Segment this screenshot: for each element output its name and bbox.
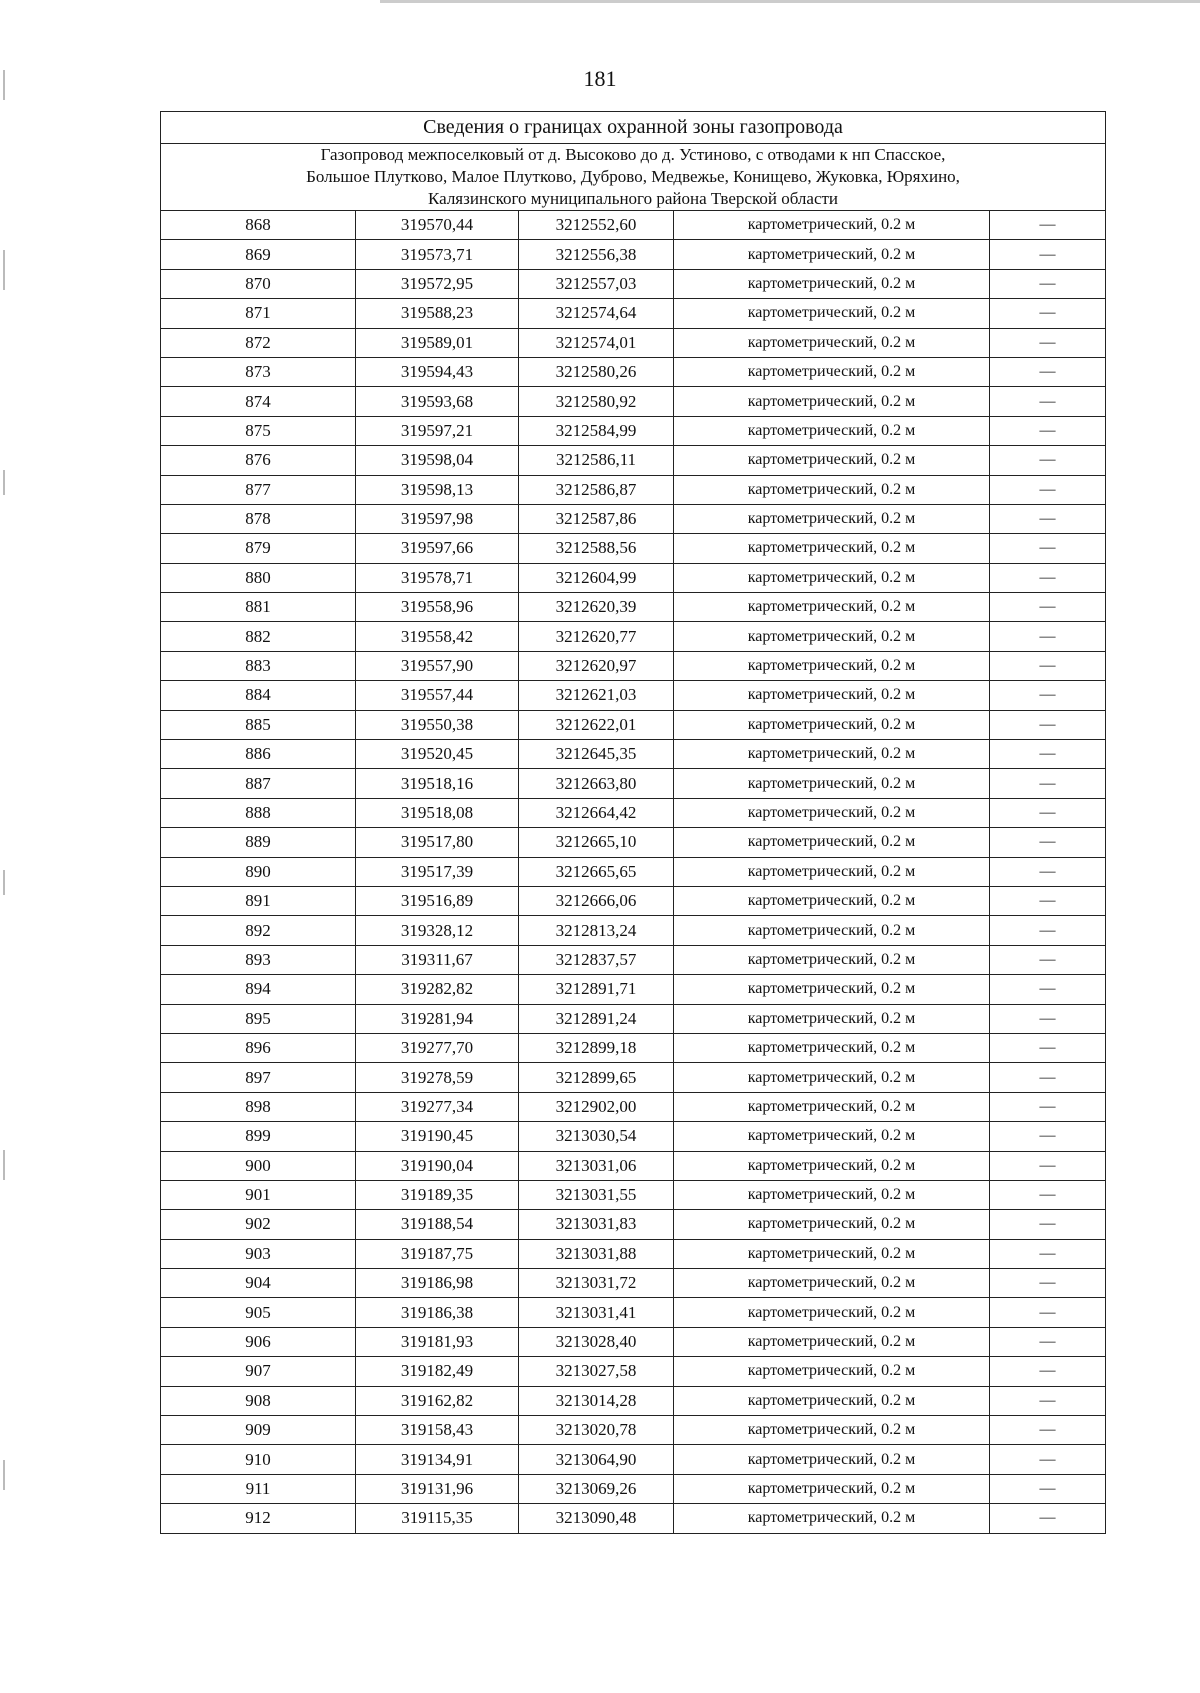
point-number: 871 (161, 299, 356, 328)
note: — (990, 593, 1106, 622)
point-number: 890 (161, 857, 356, 886)
table-row (161, 475, 1106, 504)
x-coordinate: 319190,45 (356, 1122, 519, 1151)
point-number: 893 (161, 945, 356, 974)
note: — (990, 504, 1106, 533)
table-row (161, 828, 1106, 857)
point-number: 896 (161, 1033, 356, 1062)
point-number: 880 (161, 563, 356, 592)
x-coordinate: 319281,94 (356, 1004, 519, 1033)
table-row (161, 446, 1106, 475)
y-coordinate: 3213030,54 (519, 1122, 674, 1151)
x-coordinate: 319594,43 (356, 357, 519, 386)
point-number: 878 (161, 504, 356, 533)
method-accuracy: картометрический, 0.2 м (674, 916, 990, 945)
table-subtitle-row (161, 144, 1106, 211)
y-coordinate: 3212902,00 (519, 1092, 674, 1121)
x-coordinate: 319277,70 (356, 1033, 519, 1062)
y-coordinate: 3212620,97 (519, 651, 674, 680)
subtitle-line: Газопровод межпоселковый от д. Высоково до д. Устиново, с отводами к нп Спасское, (320, 145, 946, 164)
method-accuracy: картометрический, 0.2 м (674, 328, 990, 357)
y-coordinate: 3213069,26 (519, 1474, 674, 1503)
table-row (161, 593, 1106, 622)
y-coordinate: 3212556,38 (519, 240, 674, 269)
point-number: 873 (161, 357, 356, 386)
scan-mark (3, 870, 5, 895)
method-accuracy: картометрический, 0.2 м (674, 1416, 990, 1445)
method-accuracy: картометрический, 0.2 м (674, 299, 990, 328)
note: — (990, 387, 1106, 416)
y-coordinate: 3212584,99 (519, 416, 674, 445)
y-coordinate: 3212588,56 (519, 534, 674, 563)
method-accuracy: картометрический, 0.2 м (674, 1210, 990, 1239)
note: — (990, 1504, 1106, 1533)
point-number: 875 (161, 416, 356, 445)
y-coordinate: 3213031,06 (519, 1151, 674, 1180)
point-number: 872 (161, 328, 356, 357)
point-number: 887 (161, 769, 356, 798)
note: — (990, 299, 1106, 328)
x-coordinate: 319550,38 (356, 710, 519, 739)
y-coordinate: 3212663,80 (519, 769, 674, 798)
x-coordinate: 319593,68 (356, 387, 519, 416)
method-accuracy: картометрический, 0.2 м (674, 1504, 990, 1533)
note: — (990, 975, 1106, 1004)
table-row (161, 1151, 1106, 1180)
table-row (161, 328, 1106, 357)
method-accuracy: картометрический, 0.2 м (674, 1474, 990, 1503)
point-number: 886 (161, 740, 356, 769)
point-number: 877 (161, 475, 356, 504)
note: — (990, 1033, 1106, 1062)
y-coordinate: 3212664,42 (519, 798, 674, 827)
table-row (161, 1416, 1106, 1445)
point-number: 891 (161, 886, 356, 915)
note: — (990, 1474, 1106, 1503)
x-coordinate: 319516,89 (356, 886, 519, 915)
x-coordinate: 319558,96 (356, 593, 519, 622)
x-coordinate: 319598,13 (356, 475, 519, 504)
x-coordinate: 319278,59 (356, 1063, 519, 1092)
method-accuracy: картометрический, 0.2 м (674, 1239, 990, 1268)
note: — (990, 740, 1106, 769)
method-accuracy: картометрический, 0.2 м (674, 563, 990, 592)
point-number: 903 (161, 1239, 356, 1268)
table-subtitle (161, 144, 1106, 211)
method-accuracy: картометрический, 0.2 м (674, 828, 990, 857)
method-accuracy: картометрический, 0.2 м (674, 1298, 990, 1327)
note: — (990, 886, 1106, 915)
method-accuracy: картометрический, 0.2 м (674, 1269, 990, 1298)
x-coordinate: 319182,49 (356, 1357, 519, 1386)
x-coordinate: 319570,44 (356, 211, 519, 240)
table-row (161, 1357, 1106, 1386)
y-coordinate: 3212899,18 (519, 1033, 674, 1062)
method-accuracy: картометрический, 0.2 м (674, 534, 990, 563)
y-coordinate: 3212813,24 (519, 916, 674, 945)
x-coordinate: 319186,38 (356, 1298, 519, 1327)
note: — (990, 416, 1106, 445)
table-row (161, 1327, 1106, 1356)
point-number: 882 (161, 622, 356, 651)
note: — (990, 916, 1106, 945)
point-number: 876 (161, 446, 356, 475)
scan-mark (3, 470, 5, 495)
note: — (990, 681, 1106, 710)
x-coordinate: 319181,93 (356, 1327, 519, 1356)
note: — (990, 1210, 1106, 1239)
x-coordinate: 319134,91 (356, 1445, 519, 1474)
point-number: 898 (161, 1092, 356, 1121)
method-accuracy: картометрический, 0.2 м (674, 593, 990, 622)
method-accuracy: картометрический, 0.2 м (674, 1445, 990, 1474)
point-number: 881 (161, 593, 356, 622)
note: — (990, 1298, 1106, 1327)
table-row (161, 740, 1106, 769)
x-coordinate: 319115,35 (356, 1504, 519, 1533)
method-accuracy: картометрический, 0.2 м (674, 446, 990, 475)
table-row (161, 357, 1106, 386)
note: — (990, 328, 1106, 357)
x-coordinate: 319588,23 (356, 299, 519, 328)
y-coordinate: 3212621,03 (519, 681, 674, 710)
y-coordinate: 3213031,83 (519, 1210, 674, 1239)
x-coordinate: 319189,35 (356, 1180, 519, 1209)
note: — (990, 446, 1106, 475)
note: — (990, 1180, 1106, 1209)
y-coordinate: 3212665,65 (519, 857, 674, 886)
note: — (990, 1445, 1106, 1474)
table-row (161, 1474, 1106, 1503)
method-accuracy: картометрический, 0.2 м (674, 1357, 990, 1386)
note: — (990, 1416, 1106, 1445)
table-row (161, 1239, 1106, 1268)
method-accuracy: картометрический, 0.2 м (674, 1033, 990, 1062)
table-row (161, 798, 1106, 827)
note: — (990, 945, 1106, 974)
method-accuracy: картометрический, 0.2 м (674, 1151, 990, 1180)
x-coordinate: 319328,12 (356, 916, 519, 945)
scan-mark (3, 1150, 5, 1180)
x-coordinate: 319162,82 (356, 1386, 519, 1415)
table-row (161, 1033, 1106, 1062)
point-number: 912 (161, 1504, 356, 1533)
scan-mark (3, 250, 5, 290)
y-coordinate: 3212837,57 (519, 945, 674, 974)
x-coordinate: 319190,04 (356, 1151, 519, 1180)
note: — (990, 1239, 1106, 1268)
y-coordinate: 3213064,90 (519, 1445, 674, 1474)
point-number: 883 (161, 651, 356, 680)
point-number: 899 (161, 1122, 356, 1151)
x-coordinate: 319517,39 (356, 857, 519, 886)
note: — (990, 475, 1106, 504)
point-number: 900 (161, 1151, 356, 1180)
table-row (161, 269, 1106, 298)
table-title: Сведения о границах охранной зоны газопровода (161, 112, 1106, 144)
y-coordinate: 3212891,24 (519, 1004, 674, 1033)
note: — (990, 1357, 1106, 1386)
y-coordinate: 3212666,06 (519, 886, 674, 915)
y-coordinate: 3212587,86 (519, 504, 674, 533)
point-number: 910 (161, 1445, 356, 1474)
table-row (161, 1063, 1106, 1092)
table-row (161, 945, 1106, 974)
x-coordinate: 319578,71 (356, 563, 519, 592)
note: — (990, 1122, 1106, 1151)
table-row (161, 710, 1106, 739)
note: — (990, 240, 1106, 269)
table-row (161, 622, 1106, 651)
point-number: 879 (161, 534, 356, 563)
point-number: 874 (161, 387, 356, 416)
y-coordinate: 3212552,60 (519, 211, 674, 240)
note: — (990, 1151, 1106, 1180)
y-coordinate: 3213027,58 (519, 1357, 674, 1386)
note: — (990, 1327, 1106, 1356)
y-coordinate: 3213031,55 (519, 1180, 674, 1209)
table-row (161, 563, 1106, 592)
note: — (990, 798, 1106, 827)
boundary-table (160, 111, 1106, 1534)
x-coordinate: 319597,66 (356, 534, 519, 563)
scan-edge-line (380, 0, 1200, 3)
y-coordinate: 3212580,26 (519, 357, 674, 386)
note: — (990, 828, 1106, 857)
y-coordinate: 3212604,99 (519, 563, 674, 592)
table-row (161, 1122, 1106, 1151)
method-accuracy: картометрический, 0.2 м (674, 857, 990, 886)
note: — (990, 1386, 1106, 1415)
x-coordinate: 319277,34 (356, 1092, 519, 1121)
method-accuracy: картометрический, 0.2 м (674, 798, 990, 827)
method-accuracy: картометрический, 0.2 м (674, 1063, 990, 1092)
table-row (161, 1269, 1106, 1298)
method-accuracy: картометрический, 0.2 м (674, 1122, 990, 1151)
y-coordinate: 3212557,03 (519, 269, 674, 298)
x-coordinate: 319131,96 (356, 1474, 519, 1503)
point-number: 895 (161, 1004, 356, 1033)
point-number: 911 (161, 1474, 356, 1503)
table-row (161, 1004, 1106, 1033)
y-coordinate: 3213031,41 (519, 1298, 674, 1327)
method-accuracy: картометрический, 0.2 м (674, 269, 990, 298)
y-coordinate: 3213020,78 (519, 1416, 674, 1445)
y-coordinate: 3212645,35 (519, 740, 674, 769)
point-number: 909 (161, 1416, 356, 1445)
table-row (161, 299, 1106, 328)
method-accuracy: картометрический, 0.2 м (674, 945, 990, 974)
table-row (161, 1445, 1106, 1474)
method-accuracy: картометрический, 0.2 м (674, 504, 990, 533)
point-number: 904 (161, 1269, 356, 1298)
method-accuracy: картометрический, 0.2 м (674, 886, 990, 915)
y-coordinate: 3212580,92 (519, 387, 674, 416)
page-number: 181 (583, 66, 617, 91)
point-number: 892 (161, 916, 356, 945)
y-coordinate: 3212622,01 (519, 710, 674, 739)
y-coordinate: 3212586,11 (519, 446, 674, 475)
method-accuracy: картометрический, 0.2 м (674, 416, 990, 445)
table-row (161, 1504, 1106, 1533)
point-number: 888 (161, 798, 356, 827)
table-row (161, 1298, 1106, 1327)
y-coordinate: 3213028,40 (519, 1327, 674, 1356)
x-coordinate: 319597,21 (356, 416, 519, 445)
table-row (161, 240, 1106, 269)
note: — (990, 357, 1106, 386)
note: — (990, 651, 1106, 680)
method-accuracy: картометрический, 0.2 м (674, 387, 990, 416)
x-coordinate: 319557,44 (356, 681, 519, 710)
method-accuracy: картометрический, 0.2 м (674, 357, 990, 386)
table-row (161, 1210, 1106, 1239)
method-accuracy: картометрический, 0.2 м (674, 475, 990, 504)
x-coordinate: 319187,75 (356, 1239, 519, 1268)
point-number: 901 (161, 1180, 356, 1209)
method-accuracy: картометрический, 0.2 м (674, 710, 990, 739)
y-coordinate: 3213031,72 (519, 1269, 674, 1298)
point-number: 869 (161, 240, 356, 269)
y-coordinate: 3213031,88 (519, 1239, 674, 1268)
note: — (990, 563, 1106, 592)
method-accuracy: картометрический, 0.2 м (674, 769, 990, 798)
point-number: 905 (161, 1298, 356, 1327)
point-number: 907 (161, 1357, 356, 1386)
note: — (990, 211, 1106, 240)
y-coordinate: 3213090,48 (519, 1504, 674, 1533)
table-title-row (161, 112, 1106, 144)
method-accuracy: картометрический, 0.2 м (674, 211, 990, 240)
note: — (990, 269, 1106, 298)
x-coordinate: 319311,67 (356, 945, 519, 974)
subtitle-line: Большое Плутково, Малое Плутково, Дуброво, Медвежье, Конищево, Жуковка, Юряхино, (306, 167, 960, 186)
y-coordinate: 3212891,71 (519, 975, 674, 1004)
note: — (990, 534, 1106, 563)
x-coordinate: 319186,98 (356, 1269, 519, 1298)
x-coordinate: 319517,80 (356, 828, 519, 857)
method-accuracy: картометрический, 0.2 м (674, 681, 990, 710)
x-coordinate: 319597,98 (356, 504, 519, 533)
method-accuracy: картометрический, 0.2 м (674, 975, 990, 1004)
table-row (161, 1386, 1106, 1415)
point-number: 870 (161, 269, 356, 298)
method-accuracy: картометрический, 0.2 м (674, 1180, 990, 1209)
point-number: 885 (161, 710, 356, 739)
y-coordinate: 3212620,77 (519, 622, 674, 651)
note: — (990, 857, 1106, 886)
table-row (161, 1180, 1106, 1209)
point-number: 908 (161, 1386, 356, 1415)
method-accuracy: картометрический, 0.2 м (674, 1004, 990, 1033)
point-number: 902 (161, 1210, 356, 1239)
table-row (161, 387, 1106, 416)
x-coordinate: 319520,45 (356, 740, 519, 769)
point-number: 889 (161, 828, 356, 857)
x-coordinate: 319572,95 (356, 269, 519, 298)
point-number: 868 (161, 211, 356, 240)
note: — (990, 769, 1106, 798)
y-coordinate: 3212665,10 (519, 828, 674, 857)
note: — (990, 1269, 1106, 1298)
table-row (161, 1092, 1106, 1121)
table-row (161, 504, 1106, 533)
scan-mark (3, 1460, 5, 1490)
y-coordinate: 3212574,64 (519, 299, 674, 328)
x-coordinate: 319598,04 (356, 446, 519, 475)
note: — (990, 622, 1106, 651)
table-row (161, 916, 1106, 945)
y-coordinate: 3212620,39 (519, 593, 674, 622)
x-coordinate: 319518,08 (356, 798, 519, 827)
y-coordinate: 3212899,65 (519, 1063, 674, 1092)
method-accuracy: картометрический, 0.2 м (674, 1327, 990, 1356)
table-row (161, 857, 1106, 886)
x-coordinate: 319518,16 (356, 769, 519, 798)
point-number: 884 (161, 681, 356, 710)
table-row (161, 681, 1106, 710)
method-accuracy: картометрический, 0.2 м (674, 240, 990, 269)
point-number: 906 (161, 1327, 356, 1356)
method-accuracy: картометрический, 0.2 м (674, 622, 990, 651)
x-coordinate: 319158,43 (356, 1416, 519, 1445)
table-row (161, 416, 1106, 445)
x-coordinate: 319188,54 (356, 1210, 519, 1239)
table-row (161, 651, 1106, 680)
note: — (990, 710, 1106, 739)
y-coordinate: 3212574,01 (519, 328, 674, 357)
point-number: 894 (161, 975, 356, 1004)
x-coordinate: 319557,90 (356, 651, 519, 680)
method-accuracy: картометрический, 0.2 м (674, 1386, 990, 1415)
y-coordinate: 3213014,28 (519, 1386, 674, 1415)
x-coordinate: 319558,42 (356, 622, 519, 651)
method-accuracy: картометрический, 0.2 м (674, 1092, 990, 1121)
point-number: 897 (161, 1063, 356, 1092)
note: — (990, 1004, 1106, 1033)
table-row (161, 534, 1106, 563)
note: — (990, 1092, 1106, 1121)
subtitle-line: Калязинского муниципального района Тверской области (428, 189, 839, 208)
method-accuracy: картометрический, 0.2 м (674, 651, 990, 680)
method-accuracy: картометрический, 0.2 м (674, 740, 990, 769)
y-coordinate: 3212586,87 (519, 475, 674, 504)
table-row (161, 211, 1106, 240)
x-coordinate: 319589,01 (356, 328, 519, 357)
table-row (161, 769, 1106, 798)
table-row (161, 886, 1106, 915)
table-row (161, 975, 1106, 1004)
x-coordinate: 319573,71 (356, 240, 519, 269)
x-coordinate: 319282,82 (356, 975, 519, 1004)
note: — (990, 1063, 1106, 1092)
